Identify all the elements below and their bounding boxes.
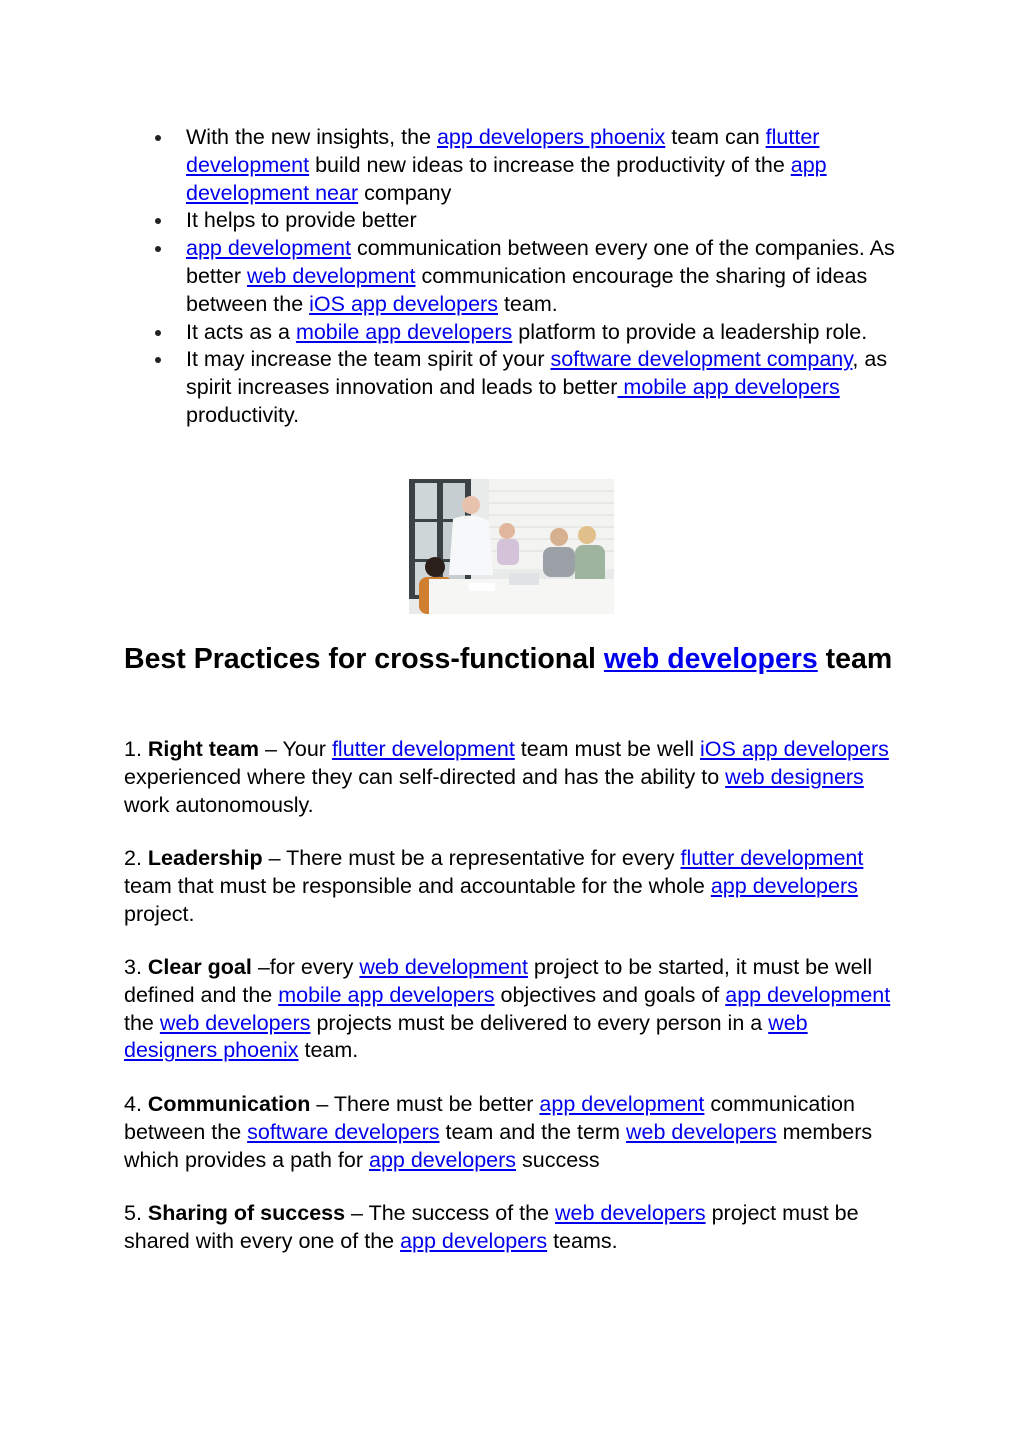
body-text: team. — [298, 1038, 359, 1063]
section-heading — [124, 642, 904, 677]
hyperlink[interactable]: software development company — [550, 347, 853, 372]
hyperlink[interactable]: software developers — [247, 1119, 440, 1144]
bullet-item — [124, 346, 904, 429]
hyperlink[interactable]: app developers — [400, 1228, 548, 1253]
body-text: company — [358, 180, 452, 205]
practice-item-communication — [124, 1091, 904, 1174]
hyperlink[interactable]: mobile app developers — [617, 375, 840, 400]
hyperlink[interactable]: mobile app developers — [278, 982, 495, 1007]
hyperlink[interactable]: flutter development — [680, 846, 864, 870]
hyperlink[interactable]: iOS app developers — [700, 737, 889, 761]
practice-item-sharing-of-success — [124, 1200, 904, 1256]
hyperlink[interactable]: web developers — [159, 1010, 311, 1035]
body-text: It acts as a — [186, 319, 296, 344]
body-text: , as spirit increases innovation and leads to better — [186, 347, 888, 400]
hyperlink[interactable]: mobile app developers — [295, 319, 513, 344]
body-text: –for every — [251, 955, 360, 979]
team-meeting-image — [409, 479, 614, 614]
body-text: 4. — [124, 1092, 148, 1116]
body-text: communication encourage the sharing of ideas between the — [186, 263, 868, 316]
bullet-item — [124, 319, 904, 347]
practice-item-right-team — [124, 736, 904, 819]
document-page — [124, 124, 904, 1253]
body-text: team can — [665, 125, 766, 149]
bullet-item — [124, 207, 904, 235]
body-text: build new ideas to increase the productivity of the — [309, 152, 791, 177]
bullet-item — [124, 124, 904, 207]
body-text: project must be shared with every one of the — [124, 1201, 859, 1253]
body-text: success — [516, 1147, 600, 1172]
hyperlink[interactable]: flutter development — [186, 125, 820, 177]
body-text: platform to provide a leadership role. — [512, 319, 868, 344]
hyperlink[interactable]: web developers — [555, 1201, 706, 1225]
bold-label: Clear goal — [147, 955, 252, 979]
body-text: experienced where they can self-directed and has the ability to — [124, 764, 726, 789]
body-text: team and the term — [439, 1119, 626, 1144]
bullet-dot-icon — [155, 330, 161, 336]
body-text: 2. — [124, 846, 148, 870]
bold-label: Sharing of success — [147, 1201, 346, 1225]
body-text: Best Practices for cross-functional — [124, 643, 604, 675]
body-text: teams. — [547, 1228, 618, 1253]
body-text: 1. — [124, 737, 148, 761]
hyperlink[interactable]: iOS app developers — [309, 291, 498, 316]
body-text: projects must be delivered to every person in a — [310, 1010, 769, 1035]
body-text: the — [124, 1010, 160, 1035]
hyperlink[interactable]: flutter development — [331, 737, 515, 761]
hyperlink[interactable]: app developers — [369, 1147, 517, 1172]
body-text: objectives and goals of — [494, 982, 726, 1007]
hyperlink[interactable]: web developers — [603, 643, 818, 675]
hyperlink[interactable]: web designers phoenix — [124, 1010, 808, 1063]
hyperlink[interactable]: app development — [186, 236, 351, 261]
body-text: work autonomously. — [124, 792, 314, 817]
practice-item-clear-goal — [124, 954, 904, 1065]
body-text: project to be started, it must be well defined and the — [124, 955, 873, 1007]
body-text: 3. — [124, 955, 148, 979]
body-text: – Your — [259, 737, 332, 761]
body-text: productivity. — [186, 402, 300, 427]
hyperlink[interactable]: app developers — [710, 873, 858, 898]
body-text: team that must be responsible and accountable for the whole — [124, 873, 711, 898]
body-text: 5. — [124, 1201, 148, 1225]
body-text: – There must be better — [310, 1092, 540, 1116]
body-text: – The success of the — [345, 1201, 556, 1225]
body-text: communication between the — [124, 1092, 855, 1144]
body-text: communication between every one of the companies. As better — [186, 236, 895, 288]
body-text: project. — [124, 901, 195, 926]
hyperlink[interactable]: app development near — [186, 152, 827, 205]
body-text: It may increase the team spirit of your — [186, 347, 551, 372]
hyperlink[interactable]: app development — [725, 982, 891, 1007]
benefits-bullet-list — [124, 124, 904, 430]
bold-label: Communication — [147, 1092, 311, 1116]
hyperlink[interactable]: web development — [359, 955, 528, 979]
body-text: team — [817, 643, 893, 675]
body-text: team must be well — [514, 737, 701, 761]
bullet-dot-icon — [155, 246, 161, 252]
body-text: team. — [497, 291, 558, 316]
bullet-dot-icon — [155, 135, 161, 141]
hyperlink[interactable]: app development — [539, 1092, 705, 1116]
bold-label: Leadership — [147, 846, 263, 870]
body-text: It helps to provide better — [186, 208, 417, 233]
body-text: members which provides a path for — [124, 1119, 873, 1172]
bullet-item — [124, 235, 904, 318]
hyperlink[interactable]: web designers — [725, 764, 864, 789]
bullet-dot-icon — [155, 218, 161, 224]
body-text: With the new insights, the — [186, 125, 437, 149]
body-text: – There must be a representative for every — [262, 846, 681, 870]
hyperlink[interactable]: web developers — [625, 1119, 777, 1144]
hyperlink[interactable]: app developers phoenix — [436, 125, 666, 149]
bold-label: Right team — [147, 737, 259, 761]
team-meeting-photo — [409, 479, 614, 614]
bullet-dot-icon — [155, 357, 161, 363]
practice-item-leadership — [124, 845, 904, 928]
hyperlink[interactable]: web development — [246, 263, 416, 288]
